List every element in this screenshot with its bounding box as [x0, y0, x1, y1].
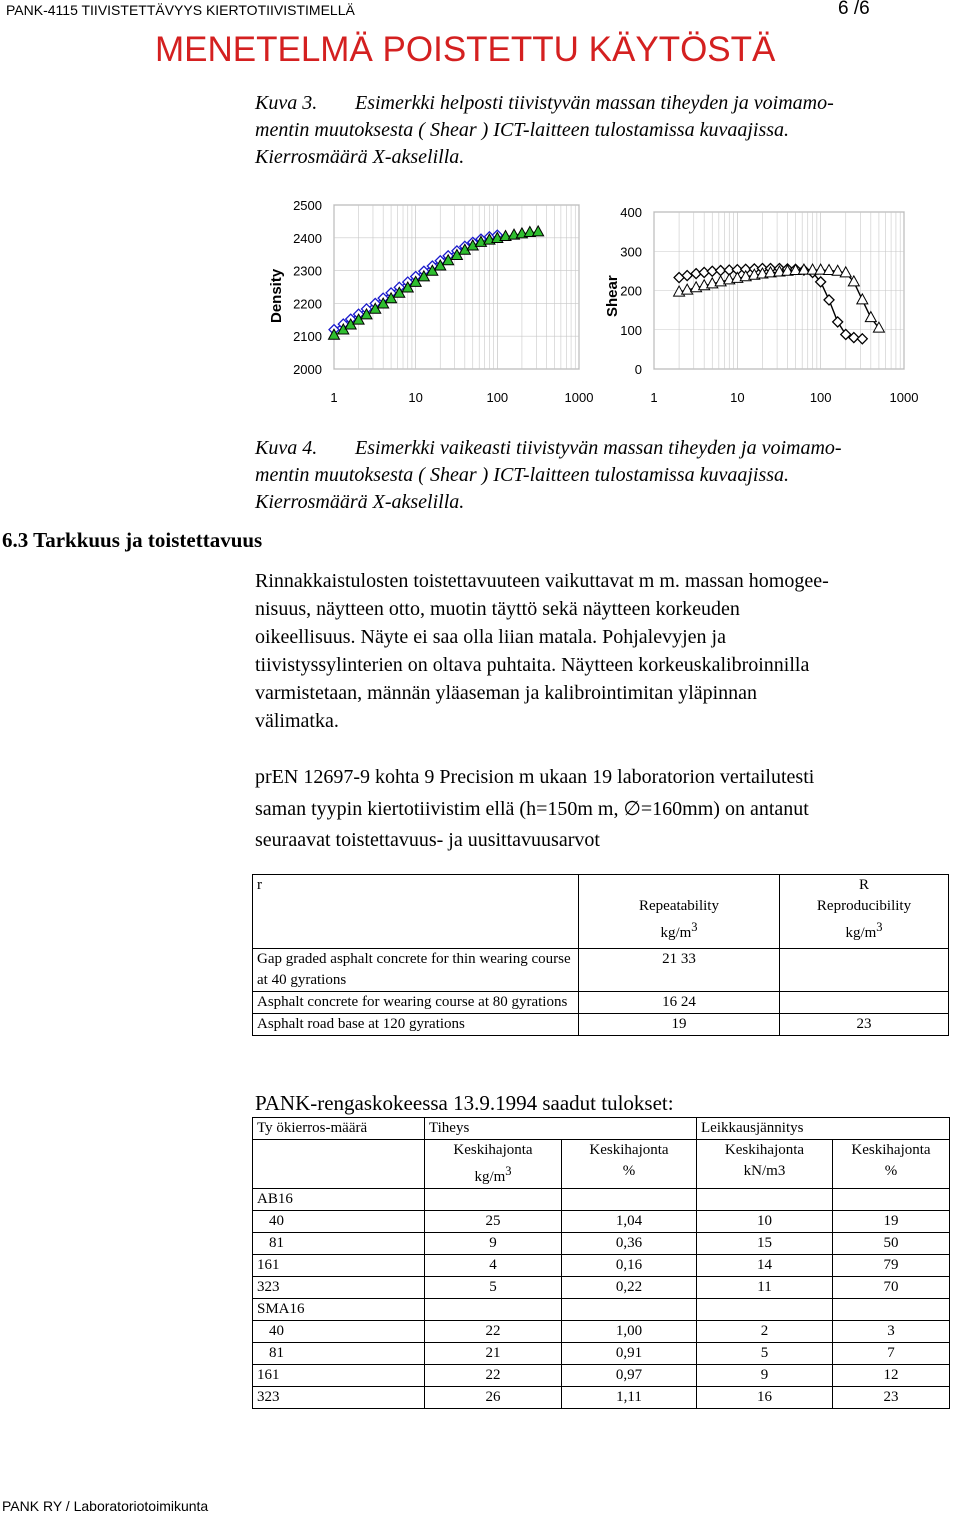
data-point: [674, 273, 684, 283]
caption-label: Kuva 3.: [255, 92, 318, 114]
header-text: Keskihajonta: [589, 1142, 669, 1158]
header-unit: %: [622, 1163, 636, 1179]
table-cell: 3: [833, 1321, 950, 1343]
table-cell: 9: [697, 1365, 833, 1387]
x-tick-label: 1000: [564, 390, 594, 405]
table-cell: 323: [253, 1277, 425, 1299]
y-tick-label: 100: [620, 322, 642, 338]
superscript: 3: [691, 920, 698, 934]
plot-frame: [334, 205, 579, 369]
table-cell: 23: [780, 1014, 949, 1036]
table-row: [253, 1387, 950, 1409]
y-tick-label: 0: [634, 362, 642, 377]
header-unit: %: [884, 1163, 898, 1179]
table-cell: 22: [425, 1321, 562, 1343]
header-r: r: [257, 877, 262, 893]
pank-results-table: [252, 1117, 950, 1409]
table-header-row: [253, 1118, 950, 1140]
table-cell: 0,97: [562, 1365, 697, 1387]
x-tick-label: 10: [730, 390, 745, 405]
table-row: [253, 1343, 950, 1365]
table-cell: [253, 875, 579, 949]
data-point: [833, 317, 843, 327]
table-cell: 4: [425, 1255, 562, 1277]
table-cell: 70: [833, 1277, 950, 1299]
table-cell: 1,00: [562, 1321, 697, 1343]
table-cell: 25: [425, 1211, 562, 1233]
page-number: 6 /6: [838, 0, 870, 19]
table-cell: [253, 1140, 425, 1189]
figure-3-caption: [255, 90, 945, 171]
table-cell: 40: [253, 1211, 425, 1233]
caption-line: Kierrosmäärä X-akselilla.: [255, 491, 465, 513]
paragraph-pren: [255, 762, 945, 856]
shear-chart: [604, 205, 918, 405]
header-text: Keskihajonta: [453, 1142, 533, 1158]
table-row: [253, 949, 949, 992]
table-cell: SMA16: [253, 1299, 425, 1321]
table-cell: Asphalt concrete for wearing course at 80 gyrations: [253, 992, 579, 1014]
superscript: 3: [876, 920, 883, 934]
table-cell: 0,22: [562, 1277, 697, 1299]
charts-figure: [255, 185, 955, 415]
data-point: [682, 271, 692, 281]
table-row: [253, 1014, 949, 1036]
x-tick-label: 100: [809, 390, 832, 405]
text-line: nisuus, näytteen otto, muotin täyttö sekä näytteen korkeuden: [255, 598, 740, 620]
x-tick-label: 10: [408, 390, 423, 405]
table-row: [253, 992, 949, 1014]
table-cell: 40: [253, 1321, 425, 1343]
y-tick-label: 2500: [293, 198, 322, 213]
density-axis-label: Density: [268, 268, 285, 323]
table-cell: [697, 1140, 833, 1189]
superscript: 3: [505, 1164, 512, 1178]
y-tick-label: 400: [620, 205, 642, 220]
table-row: [253, 1255, 950, 1277]
section-title: 6.3 Tarkkuus ja toistettavuus: [2, 528, 263, 552]
table-cell: 161: [253, 1255, 425, 1277]
pank-results-title: PANK-rengaskokeessa 13.9.1994 saadut tulokset:: [255, 1091, 674, 1115]
caption-line: mentin muutoksesta ( Shear ) ICT-laitteen tulostamissa kuvaajissa.: [255, 119, 790, 141]
density-chart: [268, 198, 593, 405]
caption-line: Esimerkki vaikeasti tiivistyvän massan tiheyden ja voimamo-: [355, 437, 842, 459]
table-cell: 10: [697, 1211, 833, 1233]
y-tick-label: 2100: [293, 329, 322, 345]
table-cell: Ty ökierros-määrä: [253, 1118, 425, 1140]
diameter-symbol: ∅: [623, 796, 641, 820]
y-tick-label: 2300: [293, 263, 322, 279]
text-line: Rinnakkaistulosten toistettavuuteen vaikuttavat m m. massan homogee-: [255, 570, 829, 592]
table-cell: [425, 1140, 562, 1189]
table-cell: 7: [833, 1343, 950, 1365]
table-cell: 0,36: [562, 1233, 697, 1255]
table-row: [253, 1365, 950, 1387]
x-tick-label: 1000: [889, 390, 919, 405]
header-text: Keskihajonta: [724, 1142, 805, 1158]
table-cell: Asphalt road base at 120 gyrations: [253, 1014, 579, 1036]
x-tick-label: 1: [650, 390, 658, 405]
header-unit: kg/m: [660, 925, 692, 941]
table-cell: [579, 875, 780, 949]
table-cell: 19: [579, 1014, 780, 1036]
x-tick-label: 100: [486, 390, 509, 405]
table-cell: 81: [253, 1233, 425, 1255]
table-header-row: [253, 875, 949, 949]
caption-line: mentin muutoksesta ( Shear ) ICT-laitteen tulostamissa kuvaajissa.: [255, 464, 790, 486]
header-text: Keskihajonta: [851, 1142, 931, 1158]
table-cell: [780, 875, 949, 949]
table-cell: 323: [253, 1387, 425, 1409]
series-line: [679, 270, 879, 328]
text-line: saman tyypin kiertotiivistim ellä (h=150m m,: [255, 798, 624, 820]
table-cell: 16 24: [579, 992, 780, 1014]
data-point: [857, 334, 867, 344]
y-tick-label: 300: [620, 244, 642, 260]
table-row: [253, 1277, 950, 1299]
table-header-row: [253, 1140, 950, 1189]
table-cell: 1,11: [562, 1387, 697, 1409]
text-line: seuraavat toistettavuus- ja uusittavuusarvot: [255, 829, 600, 851]
table-cell: 81: [253, 1343, 425, 1365]
table-cell: 14: [697, 1255, 833, 1277]
data-point: [865, 312, 876, 322]
page-header: PANK-4115 TIIVISTETTÄVYYS KIERTOTIIVISTIMELLÄ: [6, 2, 355, 18]
header-unit: kN/m3: [743, 1163, 786, 1179]
text-line: prEN 12697-9 kohta 9 Precision m ukaan 19 laboratorion vertailutesti: [255, 766, 815, 788]
text-line: varmistetaan, männän yläaseman ja kalibrointimitan yläpinnan: [255, 682, 758, 704]
text-line: =160mm) on antanut: [640, 798, 809, 820]
x-tick-label: 1: [330, 390, 338, 405]
series-line: [679, 269, 862, 339]
y-tick-label: 2000: [293, 362, 322, 377]
table-cell: 22: [425, 1365, 562, 1387]
table-cell: 21: [425, 1343, 562, 1365]
table-cell: 12: [833, 1365, 950, 1387]
table-row: [253, 1233, 950, 1255]
header-reproducibility: Reproducibility: [816, 898, 912, 914]
table-cell: 50: [833, 1233, 950, 1255]
group-row: [253, 1189, 950, 1211]
table-cell: 0,91: [562, 1343, 697, 1365]
table-cell: 16: [697, 1387, 833, 1409]
table-cell: 161: [253, 1365, 425, 1387]
table-cell: Gap graded asphalt concrete for thin wearing course at 40 gyrations: [253, 949, 579, 992]
table-cell: 19: [833, 1211, 950, 1233]
table-cell: Leikkausjännitys: [697, 1118, 950, 1140]
table-cell: 15: [697, 1233, 833, 1255]
page-footer: PANK RY / Laboratoriotoimikunta: [2, 1498, 209, 1514]
text-line: välimatka.: [255, 710, 339, 732]
header-R: R: [858, 877, 869, 893]
table-cell: 5: [425, 1277, 562, 1299]
text-line: tiivistyssylinterien on oltava puhtaita. Näytteen korkeuskalibroinnilla: [255, 654, 810, 676]
caption-line: Kierrosmäärä X-akselilla.: [255, 146, 465, 168]
table-cell: 11: [697, 1277, 833, 1299]
table-cell: 2: [697, 1321, 833, 1343]
header-repeatability: Repeatability: [639, 898, 719, 914]
group-row: [253, 1299, 950, 1321]
withdrawn-banner: MENETELMÄ POISTETTU KÄYTÖSTÄ: [155, 30, 776, 69]
paragraph-repeatability: [255, 567, 915, 735]
y-tick-label: 2200: [293, 296, 322, 312]
table-cell: 23: [833, 1387, 950, 1409]
table-row: [253, 1211, 950, 1233]
table-cell: 26: [425, 1387, 562, 1409]
caption-line: Esimerkki helposti tiivistyvän massan tiheyden ja voimamo-: [355, 92, 834, 114]
shear-axis-label: Shear: [604, 275, 621, 317]
table-cell: 21 33: [579, 949, 780, 992]
table-cell: 5: [697, 1343, 833, 1365]
table-row: [253, 1321, 950, 1343]
table-cell: [833, 1140, 950, 1189]
precision-table: [252, 874, 949, 1036]
series-line: [334, 232, 538, 335]
table-cell: 9: [425, 1233, 562, 1255]
table-cell: [780, 992, 949, 1014]
table-cell: 1,04: [562, 1211, 697, 1233]
figure-4-caption: [255, 435, 945, 516]
table-cell: 79: [833, 1255, 950, 1277]
table-cell: 0,16: [562, 1255, 697, 1277]
caption-label: Kuva 4.: [255, 437, 318, 459]
y-tick-label: 2400: [293, 230, 322, 246]
text-line: oikeellisuus. Näyte ei saa olla liian matala. Pohjalevyjen ja: [255, 626, 726, 648]
table-cell: Tiheys: [425, 1118, 697, 1140]
header-unit: kg/m: [845, 925, 877, 941]
table-cell: [562, 1140, 697, 1189]
data-point: [533, 226, 544, 236]
y-tick-label: 200: [620, 283, 642, 299]
data-point: [824, 295, 834, 305]
table-cell: [780, 949, 949, 992]
table-cell: AB16: [253, 1189, 425, 1211]
data-point: [857, 294, 868, 304]
header-unit: kg/m: [474, 1169, 506, 1185]
